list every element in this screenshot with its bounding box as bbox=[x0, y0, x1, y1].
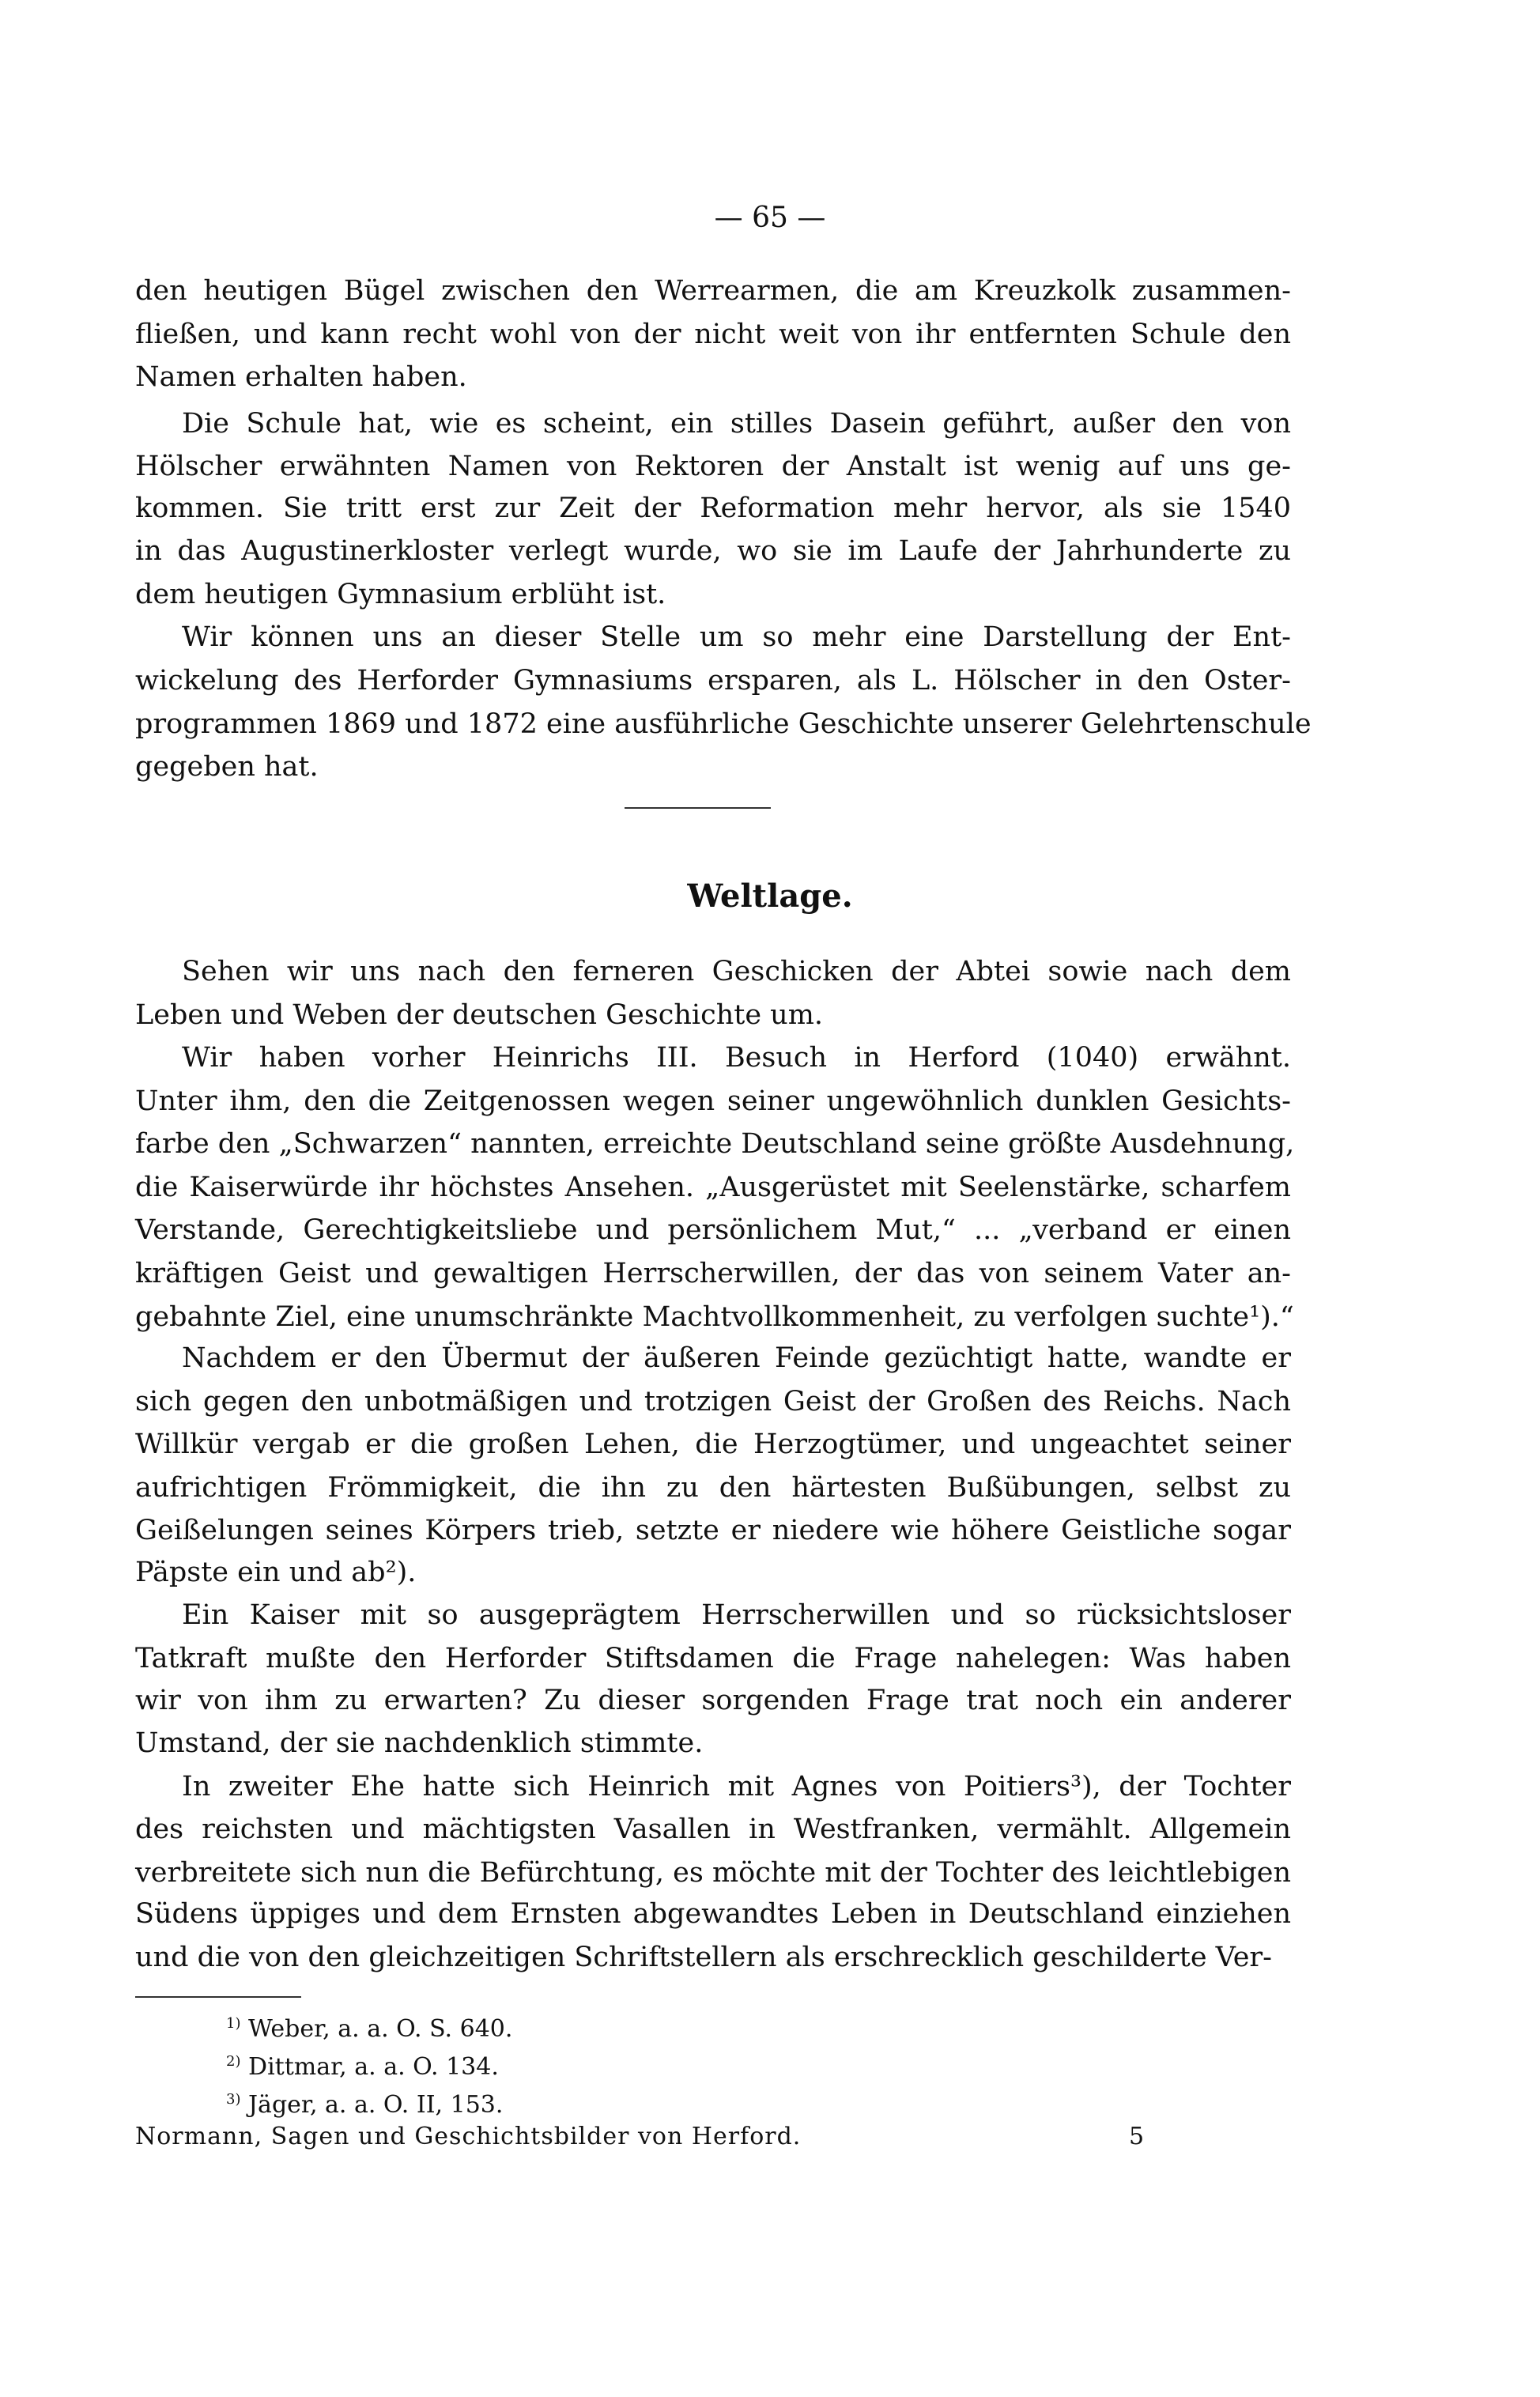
text-line: Hölscher erwähnten Namen von Rektoren der Anstalt ist wenig auf uns ge- bbox=[135, 451, 1291, 483]
text-line: gebahnte Ziel, eine unumschränkte Machtvollkommenheit, zu verfolgen suchte¹).“ bbox=[135, 1300, 1294, 1333]
text-line: wir von ihm zu erwarten? Zu dieser sorgenden Frage trat noch ein anderer bbox=[135, 1684, 1291, 1716]
text-line: gegeben hat. bbox=[135, 751, 319, 783]
section-heading: Weltlage. bbox=[687, 878, 853, 915]
text-line: kommen. Sie tritt erst zur Zeit der Reformation mehr hervor, als sie 1540 bbox=[135, 492, 1291, 524]
footnote bbox=[226, 2084, 503, 2121]
text-line: aufrichtigen Frömmigkeit, die ihn zu den härtesten Bußübungen, selbst zu bbox=[135, 1471, 1291, 1504]
text-line: Südens üppiges und dem Ernsten abgewandtes Leben in Deutschland einziehen bbox=[135, 1898, 1291, 1931]
text-line: den heutigen Bügel zwischen den Werrearmen, die am Kreuzkolk zusammen- bbox=[135, 275, 1291, 308]
page-number-header: — 65 — bbox=[714, 202, 826, 234]
text-line: In zweiter Ehe hatte sich Heinrich mit Agnes von Poitiers³), der Tochter bbox=[182, 1770, 1291, 1802]
footnote-mark: 3) bbox=[226, 2091, 241, 2108]
footnote-mark: 1) bbox=[226, 2015, 241, 2032]
text-line: Ein Kaiser mit so ausgeprägtem Herrscherwillen und so rücksichtsloser bbox=[182, 1599, 1291, 1632]
footnote-mark: 2) bbox=[226, 2053, 241, 2070]
text-line: Unter ihm, den die Zeitgenossen wegen seiner ungewöhnlich dunklen Gesichts- bbox=[135, 1085, 1291, 1117]
text-line: Geißelungen seines Körpers trieb, setzte er niedere wie höhere Geistliche sogar bbox=[135, 1515, 1291, 1547]
text-line: Namen erhalten haben. bbox=[135, 361, 467, 394]
text-line: verbreitete sich nun die Befürchtung, es möchte mit der Tochter des leichtlebigen bbox=[135, 1856, 1291, 1889]
text-line: die Kaiserwürde ihr höchstes Ansehen. „Ausgerüstet mit Seelenstärke, scharfem bbox=[135, 1171, 1291, 1203]
text-line: in das Augustinerkloster verlegt wurde, wo sie im Laufe der Jahrhunderte zu bbox=[135, 535, 1291, 568]
text-line: dem heutigen Gymnasium erblüht ist. bbox=[135, 578, 666, 610]
text-line: Tatkraft mußte den Herforder Stiftsdamen die Frage nahelegen: Was haben bbox=[135, 1642, 1291, 1674]
text-line: Wir haben vorher Heinrichs III. Besuch in Herford (1040) erwähnt. bbox=[182, 1042, 1291, 1074]
text-line: des reichsten und mächtigsten Vasallen in Westfranken, vermählt. Allgemein bbox=[135, 1814, 1291, 1846]
text-line: Leben und Weben der deutschen Geschichte um. bbox=[135, 998, 824, 1031]
text-line: programmen 1869 und 1872 eine ausführliche Geschichte unserer Gelehrtenschule bbox=[135, 708, 1312, 740]
signature-mark: 5 bbox=[1129, 2123, 1145, 2150]
text-line: Verstande, Gerechtigkeitsliebe und persönlichem Mut,“ ... „verband er einen bbox=[135, 1214, 1291, 1247]
text-line: farbe den „Schwarzen“ nannten, erreichte Deutschland seine größte Ausdehnung, bbox=[135, 1128, 1295, 1161]
text-line: Päpste ein und ab²). bbox=[135, 1556, 417, 1588]
footnote-text: Weber, a. a. O. S. 640. bbox=[248, 2015, 513, 2043]
footnote bbox=[226, 2046, 499, 2083]
text-line: Umstand, der sie nachdenklich stimmte. bbox=[135, 1727, 704, 1760]
text-line: Nachdem er den Übermut der äußeren Feinde gezüchtigt hatte, wandte er bbox=[182, 1342, 1291, 1375]
text-line: Willkür vergab er die großen Lehen, die Herzogtümer, und ungeachtet seiner bbox=[135, 1429, 1291, 1461]
footer-title: Normann, Sagen und Geschichtsbilder von Herford. bbox=[135, 2123, 802, 2150]
text-line: Wir können uns an dieser Stelle um so mehr eine Darstellung der Ent- bbox=[182, 621, 1291, 654]
section-divider bbox=[625, 807, 771, 809]
text-line: fließen, und kann recht wohl von der nicht weit von ihr entfernten Schule den bbox=[135, 318, 1291, 350]
footnote bbox=[226, 2008, 512, 2045]
footnote-text: Dittmar, a. a. O. 134. bbox=[248, 2053, 499, 2081]
footnote-rule bbox=[135, 1996, 301, 1998]
text-line: wickelung des Herforder Gymnasiums ersparen, als L. Hölscher in den Oster- bbox=[135, 665, 1291, 697]
text-line: Die Schule hat, wie es scheint, ein stilles Dasein geführt, außer den von bbox=[182, 407, 1291, 440]
text-line: Sehen wir uns nach den ferneren Geschicken der Abtei sowie nach dem bbox=[182, 956, 1291, 988]
text-line: kräftigen Geist und gewaltigen Herrscherwillen, der das von seinem Vater an- bbox=[135, 1257, 1291, 1289]
footnote-text: Jäger, a. a. O. II, 153. bbox=[248, 2091, 504, 2119]
text-line: und die von den gleichzeitigen Schriftstellern als erschrecklich geschilderte Ver- bbox=[135, 1941, 1272, 1973]
text-line: sich gegen den unbotmäßigen und trotzigen Geist der Großen des Reichs. Nach bbox=[135, 1385, 1291, 1417]
